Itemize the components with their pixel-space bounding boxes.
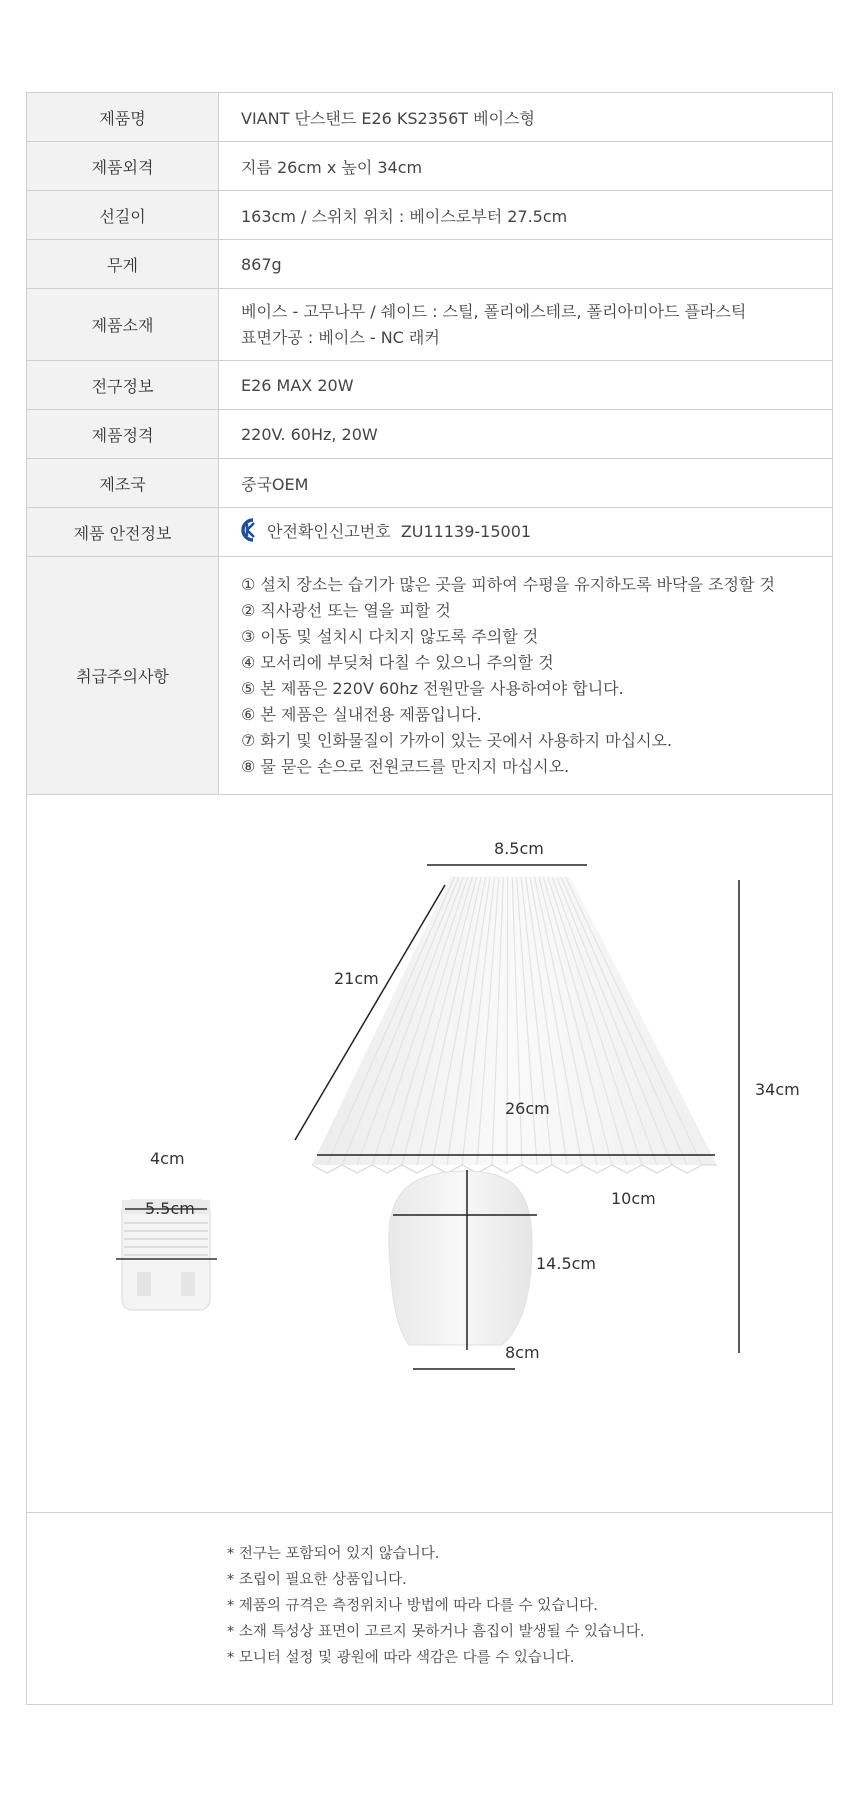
notes-list (227, 1541, 645, 1671)
caution-item: ① 설치 장소는 습기가 많은 곳을 피하여 수평을 유지하도록 바닥을 조정할 것 (241, 574, 775, 594)
caution-item: ⑦ 화기 및 인화물질이 가까이 있는 곳에서 사용하지 마십시오. (241, 730, 673, 750)
lamp-shade (312, 877, 717, 1173)
spec-value (219, 557, 833, 795)
spec-row-bulb (27, 361, 833, 410)
spec-row-name (27, 93, 833, 142)
spec-key: 전구정보 (27, 361, 219, 410)
spec-value (219, 289, 833, 361)
spec-key: 제품정격 (27, 410, 219, 459)
spec-row-origin (27, 459, 833, 508)
dim-shade-top: 8.5cm (494, 839, 544, 858)
spec-row-caution (27, 557, 833, 795)
spec-value: 220V. 60Hz, 20W (219, 410, 833, 459)
dim-total-height: 34cm (755, 1080, 800, 1099)
spec-value: 163cm / 스위치 위치 : 베이스로부터 27.5cm (219, 191, 833, 240)
caution-item: ⑥ 본 제품은 실내전용 제품입니다. (241, 704, 482, 724)
spec-row-weight (27, 240, 833, 289)
caution-item: ② 직사광선 또는 열을 피할 것 (241, 600, 451, 620)
dim-shade-slant: 21cm (334, 969, 379, 988)
note-item: * 전구는 포함되어 있지 않습니다. (227, 1546, 440, 1562)
note-item: * 모니터 설정 및 광원에 따라 색감은 다를 수 있습니다. (227, 1650, 575, 1666)
spec-row-rating (27, 410, 833, 459)
dim-base-width: 10cm (611, 1189, 656, 1208)
spec-row-size (27, 142, 833, 191)
spec-line: 표면가공 : 베이스 - NC 래커 (241, 327, 440, 347)
spec-value: 지름 26cm x 높이 34cm (219, 142, 833, 191)
dim-socket-width: 5.5cm (145, 1199, 195, 1218)
spec-value: 중국OEM (219, 459, 833, 508)
spec-value (219, 508, 833, 557)
caution-item: ③ 이동 및 설치시 다치지 않도록 주의할 것 (241, 626, 539, 646)
lamp-base (389, 1171, 532, 1345)
spec-value: 867g (219, 240, 833, 289)
shade-pleat-line (507, 877, 508, 1165)
notes-section (26, 1513, 833, 1705)
lamp-drawing (27, 795, 832, 1512)
dim-socket-top: 4cm (150, 1149, 185, 1168)
spec-key: 선길이 (27, 191, 219, 240)
caution-item: ④ 모서리에 부딪쳐 다칠 수 있으니 주의할 것 (241, 652, 554, 672)
dim-base-height: 14.5cm (536, 1254, 597, 1273)
spec-line: 베이스 - 고무나무 / 쉐이드 : 스틸, 폴리에스테르, 폴리아미아드 플라스틱 (241, 301, 747, 321)
spec-key: 제품외격 (27, 142, 219, 191)
spec-key: 제품명 (27, 93, 219, 142)
note-item: * 제품의 규격은 측정위치나 방법에 따라 다를 수 있습니다. (227, 1598, 598, 1614)
product-detail (26, 92, 833, 1705)
spec-row-safety (27, 508, 833, 557)
spec-key: 제품 안전정보 (27, 508, 219, 557)
spec-key: 제품소재 (27, 289, 219, 361)
dimension-diagram (26, 795, 833, 1513)
spec-value: VIANT 단스탠드 E26 KS2356T 베이스형 (219, 93, 833, 142)
spec-table (26, 92, 833, 795)
spec-key: 제조국 (27, 459, 219, 508)
note-item: * 소재 특성상 표면이 고르지 못하거나 흠집이 발생될 수 있습니다. (227, 1624, 645, 1640)
spec-key: 무게 (27, 240, 219, 289)
kc-certification-icon (241, 518, 259, 542)
spec-row-cord (27, 191, 833, 240)
note-item: * 조립이 필요한 상품입니다. (227, 1572, 407, 1588)
caution-item: ⑤ 본 제품은 220V 60hz 전원만을 사용하여야 합니다. (241, 678, 624, 698)
spec-row-material (27, 289, 833, 361)
dim-shade-bottom: 26cm (505, 1099, 550, 1118)
spec-value: E26 MAX 20W (219, 361, 833, 410)
dim-base-bottom: 8cm (505, 1343, 540, 1362)
spec-key: 취급주의사항 (27, 557, 219, 795)
caution-item: ⑧ 물 묻은 손으로 전원코드를 만지지 마십시오. (241, 756, 570, 776)
safety-number: 안전확인신고번호 ZU11139-15001 (267, 521, 532, 541)
